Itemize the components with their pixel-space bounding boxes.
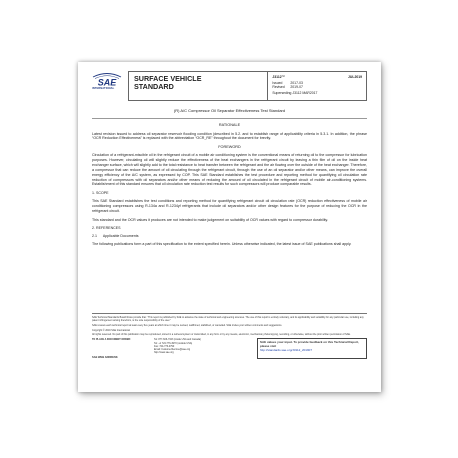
- standard-type-box: [128, 71, 268, 101]
- feedback-title: SAE values your input. To provide feedback on this Technical Report, please visit: [260, 340, 359, 349]
- foreword-text: Circulation of a refrigerant-miscible oil in the refrigerant circuit of a mobile air conditioning system is the conventional means of returning oil to the compressor for lubrication purposes. However, circulating oil will slightly reduce the effectiveness of the heat exchangers in the refrigerant circuit by leaving a thin film of oil on the inside heat exchanger surface, which will slightly add to the total resistance to heat transfer between the refrigerant and the air flowing over the outside of the heat exchanger. Therefore, a compressor that can reduce the amount of oil circulating through the refrigerant circuit, through the use of an oil separator and/or other means, can improve the overall energy efficiency of the A/C system, as expressed by COP. This SAE Standard establishes the test procedure and reporting method for quantifying oil circulation rate reduction of compressors with oil separators and/or other means of reducing the amount of oil circulated in the refrigerant circuit of mobile air-conditioning systems. Establishment of this standard ensures that oil circulation rate reduction test results for such compressors will produce comparable results.: [92, 153, 367, 187]
- footer-copyright: Copyright © 2019 SAE International: [92, 328, 130, 332]
- revised-value: 2019-07: [290, 85, 303, 90]
- order-label: TO PLACE A DOCUMENT ORDER:: [92, 338, 131, 342]
- document-number: J3112™: [272, 75, 286, 79]
- references-text: The following publications form a part of this specification to the extent specified herein. Unless otherwise indicated, the latest issue of SAE publications shall apply.: [92, 242, 352, 247]
- document-meta-box: [267, 71, 367, 101]
- footer-review: SAE reviews each technical report at least every five years at which time it may be revised, reaffirmed, stabilized, or cancelled. SAE invites your written comments and suggestions.: [92, 323, 283, 327]
- order-tel-intl: Tel: +1 724-776-4970 (outside USA): [154, 341, 193, 345]
- applicable-documents-heading: [92, 234, 367, 239]
- rationale-heading: RATIONALE: [218, 123, 241, 128]
- scope-heading: 1. SCOPE: [92, 191, 109, 196]
- sae-logo: [92, 71, 122, 91]
- document-title: (R) A/C Compressor Oil Separator Effectiveness Test Standard: [173, 108, 286, 113]
- order-tel: Tel: 877-606-7323 (inside USA and Canada): [154, 338, 201, 342]
- divider: [92, 118, 367, 119]
- footer-rights: All rights reserved. No part of this publication may be reproduced, stored in a retrieval system or transmitted, in any form or by any means, electronic, mechanical, photocopying, recording, or otherwise, without the prior written permission of SAE.: [92, 333, 351, 337]
- feedback-link[interactable]: http://standards.sae.org/J3112_201907: [260, 347, 312, 352]
- document-footer: [92, 313, 367, 359]
- order-contacts: [92, 338, 257, 354]
- document-date: JUL2019: [348, 75, 362, 79]
- subsection-number: 2.1: [92, 234, 97, 239]
- standard-type-line2: STANDARD: [134, 82, 174, 92]
- issued-label: Issued: [272, 80, 283, 85]
- references-heading: 2. REFERENCES: [92, 226, 121, 231]
- scope-paragraph-1: This SAE Standard establishes the test conditions and reporting method for quantifying refrigerant circuit oil circulation rate (OCR) reduction effectiveness of mobile air conditioning compressors using R-134a and R-1234yf refrigerants that include oil separators and/or other design features for the purpose of reducing the OCR in the refrigerant circuit.: [92, 199, 367, 213]
- revised-label: Revised: [272, 85, 285, 90]
- document-page: [78, 62, 381, 392]
- sae-logo-icon: [92, 71, 122, 86]
- issued-value: 2017-03: [290, 80, 303, 85]
- order-fax: Fax: 724-776-0790: [154, 344, 175, 348]
- scope-paragraph-2: This standard and the OCR values it produces are not intended to make judgement on suitability of OCR values with regard to compressor durability.: [92, 217, 329, 222]
- footer-rules: SAE Technical Standards Board Rules provide that: “This report is published by SAE to advance the state of technical and engineering sciences. The use of this report is entirely voluntary, and its applicability and suitability for any particular use, including any patent infringement arising therefrom, is the sole responsibility of the user.”: [92, 316, 364, 323]
- web-address-label: SAE WEB ADDRESS:: [92, 355, 119, 359]
- standard-type-line1: SURFACE VEHICLE: [134, 74, 202, 83]
- rationale-text: Latest revision issued to address oil separator reservoir flooding condition (described in 5.2. and to establish range of applicability criteria in 5.3.1. In addition, the phrase “OCR Reduction Effectiveness” is replaced with the abbreviation “OCR_RE” throughout the document for brevity.: [92, 131, 367, 141]
- order-email[interactable]: Email: CustomerService@sae.org: [154, 347, 191, 351]
- order-web[interactable]: http://www.sae.org: [154, 350, 174, 354]
- superseding-note: Superseding J3112 MAR2017: [272, 91, 318, 96]
- logo-mark: SAE: [97, 77, 117, 86]
- document-header: [92, 71, 367, 101]
- logo-subtitle: INTERNATIONAL: [92, 87, 115, 90]
- subsection-title: Applicable Documents: [102, 234, 139, 239]
- feedback-box: [257, 338, 367, 358]
- foreword-heading: FOREWORD: [218, 145, 241, 150]
